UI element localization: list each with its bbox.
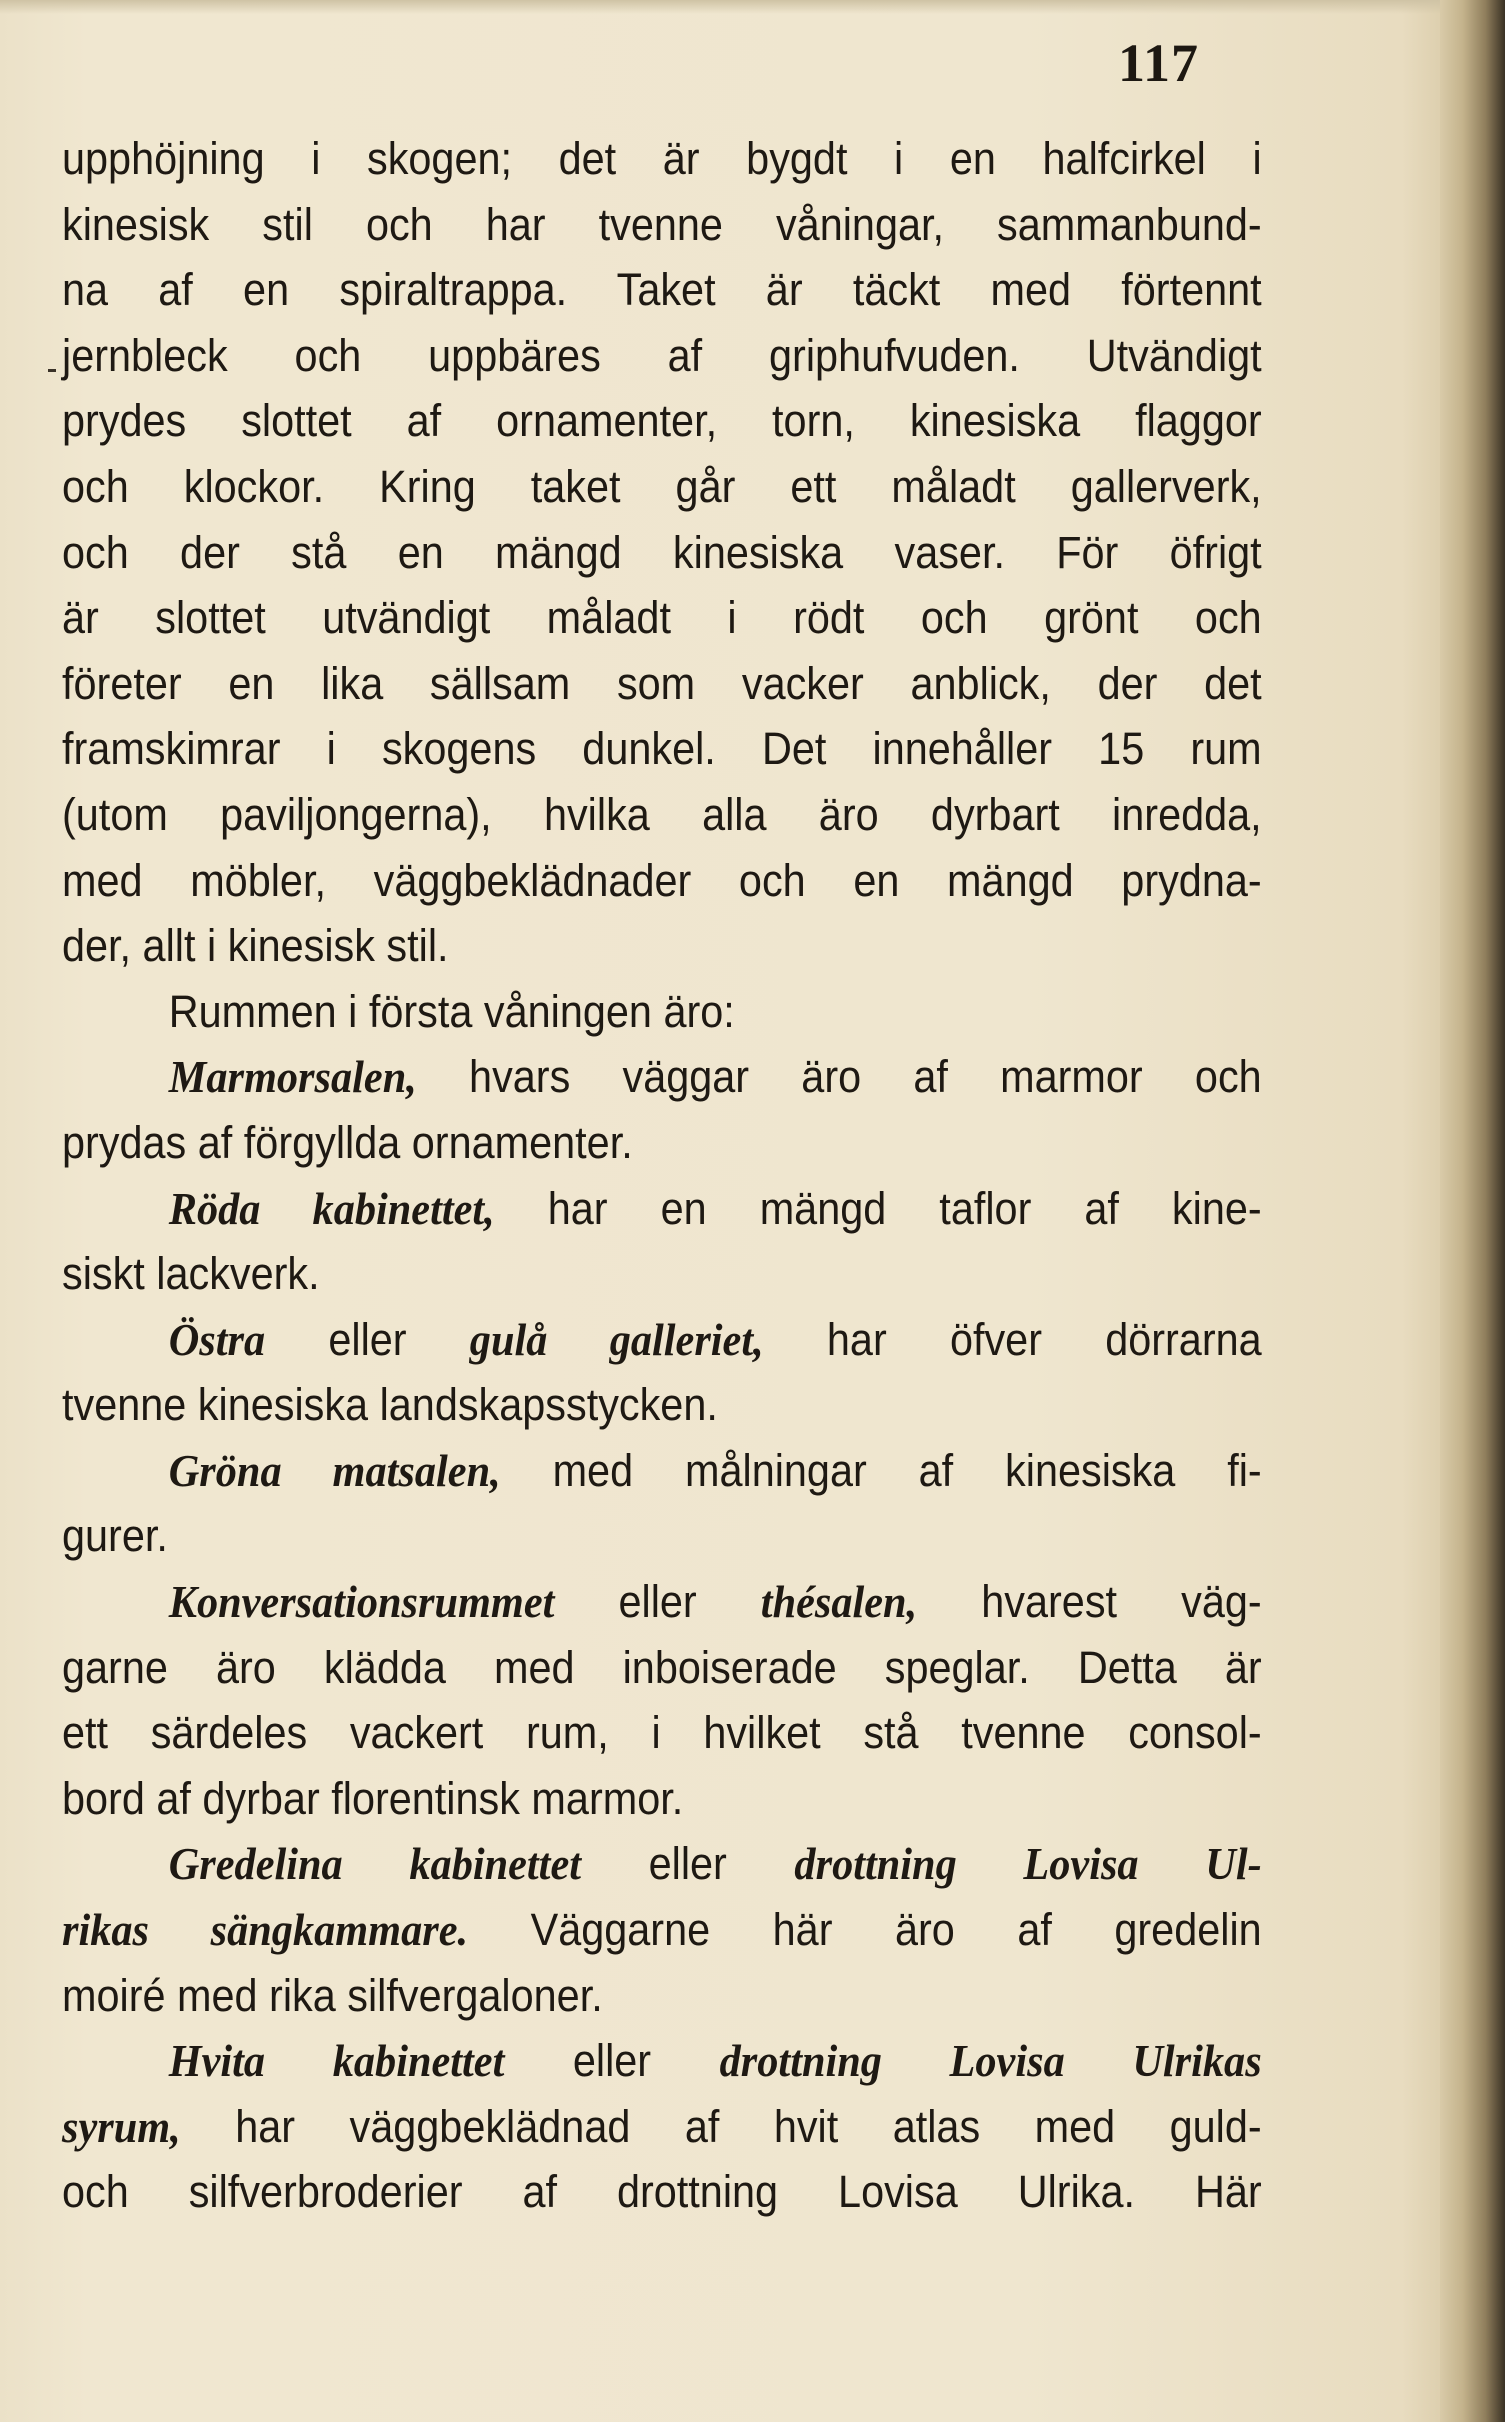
page-edge bbox=[1440, 0, 1505, 2422]
text-line bbox=[62, 585, 1262, 651]
italic-term: Gröna matsalen, bbox=[168, 1444, 501, 1496]
text-line bbox=[62, 1503, 1262, 1569]
text-segment: Väggarne här äro af gredelin bbox=[468, 1904, 1262, 1956]
text-line bbox=[62, 1635, 1262, 1701]
text-segment: moiré med rika silfvergaloner. bbox=[62, 1969, 603, 2021]
text-segment: har öfver dörrarna bbox=[763, 1313, 1262, 1365]
text-segment: har en mängd taflor af kine- bbox=[494, 1182, 1262, 1234]
text-segment: prydas af förgyllda ornamenter. bbox=[62, 1116, 633, 1168]
text-segment: med målningar af kinesiska fi- bbox=[500, 1444, 1262, 1496]
text-segment: och der stå en mängd kinesiska vaser. För öfrigt bbox=[62, 526, 1262, 578]
text-line bbox=[62, 520, 1262, 586]
text-line bbox=[62, 2159, 1262, 2225]
text-segment: med möbler, väggbeklädnader och en mängd prydna- bbox=[62, 854, 1262, 906]
text-segment: eller bbox=[580, 1838, 795, 1890]
page-top-shadow bbox=[0, 0, 1460, 14]
text-segment: upphöjning i skogen; det är bygdt i en halfcirkel i bbox=[62, 133, 1262, 184]
text-line bbox=[62, 1897, 1262, 1963]
text-segment: framskimrar i skogens dunkel. Det innehåller 15 rum bbox=[62, 723, 1262, 775]
italic-term: Östra bbox=[168, 1313, 266, 1365]
italic-term: thésalen, bbox=[760, 1576, 918, 1628]
text-line bbox=[62, 1438, 1262, 1504]
italic-term: rikas sängkammare. bbox=[62, 1904, 469, 1956]
text-line bbox=[62, 1372, 1262, 1438]
text-line bbox=[62, 1831, 1262, 1897]
text-line bbox=[62, 1569, 1262, 1635]
text-line bbox=[62, 913, 1262, 979]
text-segment: gurer. bbox=[62, 1510, 168, 1562]
italic-term: gulå galleriet, bbox=[469, 1313, 764, 1365]
text-segment: na af en spiraltrappa. Taket är täckt med förtennt bbox=[62, 264, 1262, 316]
text-segment: är slottet utvändigt måladt i rödt och grönt och bbox=[62, 592, 1262, 644]
text-line bbox=[62, 1766, 1262, 1832]
text-line bbox=[62, 323, 1262, 389]
text-line bbox=[62, 126, 1262, 192]
text-segment: hvarest väg- bbox=[917, 1576, 1262, 1628]
text-segment: siskt lackverk. bbox=[62, 1248, 320, 1300]
italic-term: Marmorsalen, bbox=[168, 1051, 417, 1103]
text-segment: har väggbeklädnad af hvit atlas med guld- bbox=[180, 2100, 1262, 2152]
text-line bbox=[62, 1176, 1262, 1242]
text-segment: bord af dyrbar florentinsk marmor. bbox=[62, 1772, 684, 1824]
text-segment: (utom paviljongerna), hvilka alla äro dyrbart inredda, bbox=[62, 788, 1262, 840]
italic-term: syrum, bbox=[62, 2100, 181, 2152]
italic-term: Konversationsrummet bbox=[168, 1576, 555, 1628]
text-segment: eller bbox=[504, 2035, 720, 2087]
text-line bbox=[62, 257, 1262, 323]
italic-term: drottning Lovisa Ulrikas bbox=[719, 2035, 1262, 2087]
text-segment: garne äro klädda med inboiserade speglar. Detta är bbox=[62, 1641, 1262, 1693]
text-line bbox=[62, 192, 1262, 258]
italic-term: drottning Lovisa Ul- bbox=[794, 1838, 1262, 1890]
text-line bbox=[62, 1307, 1262, 1373]
text-segment: och silfverbroderier af drottning Lovisa Ulrika. Här bbox=[62, 2166, 1262, 2218]
text-line bbox=[62, 848, 1262, 914]
text-line bbox=[62, 454, 1262, 520]
text-segment: tvenne kinesiska landskapsstycken. bbox=[62, 1379, 718, 1431]
text-line bbox=[62, 1110, 1262, 1176]
text-segment: hvars väggar äro af marmor och bbox=[416, 1051, 1262, 1103]
text-line bbox=[62, 1044, 1262, 1110]
text-line bbox=[62, 388, 1262, 454]
text-segment: ett särdeles vackert rum, i hvilket stå tvenne consol- bbox=[62, 1707, 1262, 1759]
text-segment: eller bbox=[554, 1576, 761, 1628]
text-line bbox=[62, 979, 1262, 1045]
text-line bbox=[62, 651, 1262, 717]
text-line bbox=[62, 716, 1262, 782]
page-number: 117 bbox=[1118, 33, 1200, 93]
text-segment: Rummen i första våningen äro: bbox=[168, 985, 735, 1037]
body-text bbox=[62, 126, 1262, 2225]
text-segment: företer en lika sällsam som vacker anblick, der det bbox=[62, 657, 1262, 709]
text-segment: prydes slottet af ornamenter, torn, kinesiska flaggor bbox=[62, 395, 1262, 447]
text-line bbox=[62, 1700, 1262, 1766]
text-segment: jernbleck och uppbäres af griphufvuden. Utvändigt bbox=[62, 329, 1262, 381]
italic-term: Röda kabinettet, bbox=[168, 1182, 495, 1234]
text-line bbox=[62, 2094, 1262, 2160]
text-line bbox=[62, 1963, 1262, 2029]
margin-mark bbox=[48, 369, 56, 372]
text-line bbox=[62, 782, 1262, 848]
text-segment: eller bbox=[265, 1313, 470, 1365]
text-line bbox=[62, 2028, 1262, 2094]
text-line bbox=[62, 1241, 1262, 1307]
italic-term: Hvita kabinettet bbox=[168, 2035, 505, 2087]
text-segment: och klockor. Kring taket går ett måladt gallerverk, bbox=[62, 460, 1262, 512]
text-segment: der, allt i kinesisk stil. bbox=[62, 920, 449, 972]
text-segment: kinesisk stil och har tvenne våningar, sammanbund- bbox=[62, 198, 1262, 250]
italic-term: Gredelina kabinettet bbox=[168, 1838, 581, 1890]
